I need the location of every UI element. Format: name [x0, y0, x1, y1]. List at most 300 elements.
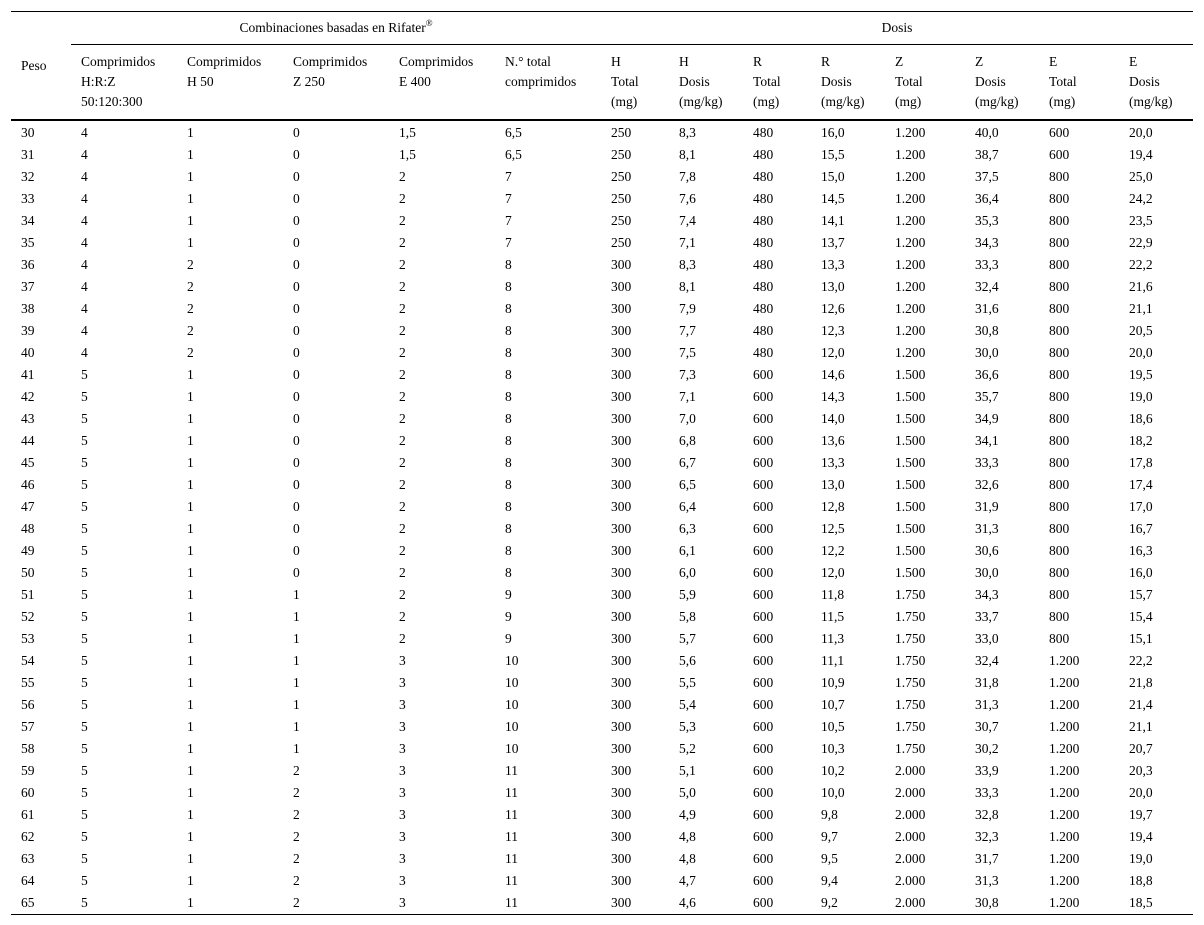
cell-peso: 51 — [21, 587, 35, 602]
table-cell: 12,2 — [821, 543, 845, 558]
table-cell: 2 — [399, 389, 406, 404]
column-header-line: Dosis — [1129, 74, 1160, 89]
table-cell: 7 — [505, 213, 512, 228]
table-cell: 600 — [753, 565, 774, 580]
table-cell: 1.750 — [895, 675, 926, 690]
table-cell: 4,8 — [679, 829, 696, 844]
table-cell: 1,5 — [399, 147, 416, 162]
table-cell: 5 — [81, 895, 88, 910]
table-cell: 4 — [81, 301, 88, 316]
table-row — [11, 760, 1193, 782]
column-header-line: 50:120:300 — [81, 94, 143, 109]
column-header — [495, 45, 601, 121]
table-cell: 800 — [1049, 411, 1070, 426]
table-cell: 600 — [753, 389, 774, 404]
column-header-line: (mg) — [895, 94, 922, 109]
cell-peso: 45 — [21, 455, 35, 470]
table-cell: 5 — [81, 389, 88, 404]
table-cell: 1 — [187, 587, 194, 602]
table-row — [11, 738, 1193, 760]
table-cell: 0 — [293, 191, 300, 206]
table-cell: 1 — [187, 609, 194, 624]
table-cell: 3 — [399, 675, 406, 690]
column-header — [1039, 45, 1119, 121]
table-cell: 5 — [81, 565, 88, 580]
table-cell: 20,0 — [1129, 345, 1153, 360]
table-cell: 1 — [187, 367, 194, 382]
table-cell: 300 — [611, 455, 632, 470]
table-cell: 6,1 — [679, 543, 696, 558]
table-cell: 7 — [505, 169, 512, 184]
table-cell: 2 — [293, 851, 300, 866]
table-cell: 480 — [753, 279, 774, 294]
table-cell: 800 — [1049, 323, 1070, 338]
table-cell: 13,0 — [821, 477, 845, 492]
table-cell: 1.500 — [895, 389, 926, 404]
table-cell: 19,5 — [1129, 367, 1153, 382]
cell-peso: 53 — [21, 631, 35, 646]
cell-peso: 63 — [21, 851, 35, 866]
table-cell: 8 — [505, 345, 512, 360]
table-cell: 1 — [187, 125, 194, 140]
table-cell: 1 — [187, 631, 194, 646]
table-cell: 3 — [399, 873, 406, 888]
table-cell: 12,8 — [821, 499, 845, 514]
cell-peso: 39 — [21, 323, 35, 338]
table-cell: 480 — [753, 257, 774, 272]
table-cell: 0 — [293, 235, 300, 250]
table-cell: 3 — [399, 763, 406, 778]
table-cell: 1 — [293, 719, 300, 734]
table-cell: 600 — [753, 653, 774, 668]
table-cell: 2 — [293, 763, 300, 778]
column-header — [601, 45, 669, 121]
table-cell: 13,3 — [821, 257, 845, 272]
table-row — [11, 386, 1193, 408]
table-cell: 1 — [293, 653, 300, 668]
table-cell: 22,2 — [1129, 653, 1153, 668]
table-cell: 8 — [505, 477, 512, 492]
table-cell: 5,0 — [679, 785, 696, 800]
table-cell: 11 — [505, 829, 518, 844]
table-cell: 300 — [611, 543, 632, 558]
table-cell: 2.000 — [895, 785, 926, 800]
table-cell: 8 — [505, 521, 512, 536]
table-row — [11, 826, 1193, 848]
table-cell: 6,5 — [505, 125, 522, 140]
table-cell: 38,7 — [975, 147, 999, 162]
table-cell: 5 — [81, 367, 88, 382]
table-cell: 8,1 — [679, 279, 696, 294]
table-cell: 1 — [293, 741, 300, 756]
table-cell: 300 — [611, 807, 632, 822]
table-cell: 5 — [81, 873, 88, 888]
table-cell: 11 — [505, 873, 518, 888]
table-cell: 18,8 — [1129, 873, 1153, 888]
table-cell: 4,8 — [679, 851, 696, 866]
table-cell: 300 — [611, 367, 632, 382]
table-cell: 2 — [399, 543, 406, 558]
table-cell: 1 — [187, 235, 194, 250]
table-cell: 3 — [399, 741, 406, 756]
table-row — [11, 694, 1193, 716]
table-cell: 1 — [187, 675, 194, 690]
column-header-line: Comprimidos — [81, 54, 156, 69]
table-cell: 5,4 — [679, 697, 696, 712]
table-cell: 0 — [293, 499, 300, 514]
table-cell: 600 — [753, 609, 774, 624]
table-cell: 2.000 — [895, 873, 926, 888]
table-cell: 5 — [81, 411, 88, 426]
table-cell: 1 — [187, 895, 194, 910]
cell-peso: 56 — [21, 697, 35, 712]
table-cell: 600 — [753, 521, 774, 536]
table-cell: 16,0 — [1129, 565, 1153, 580]
table-cell: 5,8 — [679, 609, 696, 624]
table-cell: 600 — [753, 763, 774, 778]
table-cell: 13,3 — [821, 455, 845, 470]
table-cell: 600 — [753, 587, 774, 602]
table-cell: 10 — [505, 675, 519, 690]
table-cell: 1 — [187, 477, 194, 492]
table-cell: 2.000 — [895, 895, 926, 910]
table-cell: 0 — [293, 477, 300, 492]
table-cell: 800 — [1049, 213, 1070, 228]
table-cell: 1.500 — [895, 411, 926, 426]
table-row — [11, 144, 1193, 166]
table-cell: 13,0 — [821, 279, 845, 294]
table-cell: 1.500 — [895, 521, 926, 536]
table-cell: 800 — [1049, 477, 1070, 492]
table-cell: 16,3 — [1129, 543, 1153, 558]
table-cell: 250 — [611, 125, 632, 140]
cell-peso: 33 — [21, 191, 35, 206]
table-cell: 800 — [1049, 301, 1070, 316]
table-cell: 600 — [753, 895, 774, 910]
table-cell: 5 — [81, 521, 88, 536]
table-cell: 600 — [753, 851, 774, 866]
table-cell: 0 — [293, 279, 300, 294]
table-cell: 2 — [187, 301, 194, 316]
table-cell: 2 — [293, 829, 300, 844]
table-cell: 2 — [399, 323, 406, 338]
table-cell: 1.200 — [1049, 895, 1080, 910]
table-cell: 2 — [187, 345, 194, 360]
group-header-dosis: Dosis — [601, 12, 1193, 45]
table-cell: 32,4 — [975, 653, 999, 668]
table-cell: 0 — [293, 521, 300, 536]
table-cell: 1.750 — [895, 697, 926, 712]
table-cell: 2 — [399, 433, 406, 448]
table-cell: 22,9 — [1129, 235, 1153, 250]
table-cell: 5 — [81, 543, 88, 558]
column-header-line: H:R:Z — [81, 74, 116, 89]
table-cell: 9,5 — [821, 851, 838, 866]
cell-peso: 61 — [21, 807, 35, 822]
table-cell: 37,5 — [975, 169, 999, 184]
column-header-line: (mg/kg) — [975, 94, 1019, 109]
table-cell: 7,4 — [679, 213, 696, 228]
table-cell: 8 — [505, 257, 512, 272]
table-cell: 1 — [187, 697, 194, 712]
table-row — [11, 804, 1193, 826]
table-cell: 1 — [187, 829, 194, 844]
cell-peso: 36 — [21, 257, 35, 272]
table-cell: 20,0 — [1129, 785, 1153, 800]
table-cell: 3 — [399, 653, 406, 668]
column-header-line: H 50 — [187, 74, 214, 89]
table-cell: 20,3 — [1129, 763, 1153, 778]
table-cell: 5 — [81, 851, 88, 866]
table-cell: 1.750 — [895, 609, 926, 624]
table-row — [11, 430, 1193, 452]
table-cell: 1.200 — [895, 213, 926, 228]
table-cell: 4 — [81, 257, 88, 272]
cell-peso: 44 — [21, 433, 35, 448]
table-cell: 600 — [753, 367, 774, 382]
table-cell: 3 — [399, 829, 406, 844]
table-cell: 3 — [399, 895, 406, 910]
table-cell: 2 — [399, 631, 406, 646]
table-cell: 1.500 — [895, 565, 926, 580]
table-cell: 1 — [187, 191, 194, 206]
table-cell: 15,0 — [821, 169, 845, 184]
table-cell: 4,6 — [679, 895, 696, 910]
table-cell: 7,3 — [679, 367, 696, 382]
cell-peso: 54 — [21, 653, 35, 668]
table-cell: 250 — [611, 213, 632, 228]
table-cell: 31,3 — [975, 873, 999, 888]
column-header — [743, 45, 811, 121]
table-cell: 32,4 — [975, 279, 999, 294]
table-cell: 0 — [293, 565, 300, 580]
table-cell: 8 — [505, 455, 512, 470]
table-cell: 19,7 — [1129, 807, 1153, 822]
table-cell: 1.200 — [1049, 719, 1080, 734]
table-cell: 40,0 — [975, 125, 999, 140]
table-cell: 4 — [81, 323, 88, 338]
table-cell: 0 — [293, 411, 300, 426]
table-cell: 2 — [399, 279, 406, 294]
table-cell: 4 — [81, 169, 88, 184]
table-cell: 33,7 — [975, 609, 999, 624]
table-cell: 15,4 — [1129, 609, 1153, 624]
table-cell: 30,8 — [975, 895, 999, 910]
table-cell: 1.200 — [1049, 763, 1080, 778]
table-cell: 1 — [187, 653, 194, 668]
table-cell: 1.200 — [1049, 873, 1080, 888]
table-cell: 300 — [611, 433, 632, 448]
column-header-row — [11, 45, 1193, 121]
table-cell: 30,8 — [975, 323, 999, 338]
table-cell: 1 — [293, 697, 300, 712]
table-cell: 11 — [505, 785, 518, 800]
table-cell: 1 — [187, 785, 194, 800]
table-cell: 600 — [753, 543, 774, 558]
column-header-line: (mg) — [753, 94, 780, 109]
column-header — [177, 45, 283, 121]
column-header-peso: Peso — [21, 57, 47, 73]
table-row — [11, 254, 1193, 276]
table-cell: 6,5 — [505, 147, 522, 162]
table-cell: 10,3 — [821, 741, 845, 756]
table-cell: 480 — [753, 301, 774, 316]
table-cell: 5 — [81, 609, 88, 624]
table-cell: 250 — [611, 147, 632, 162]
table-cell: 15,5 — [821, 147, 845, 162]
table-cell: 16,0 — [821, 125, 845, 140]
table-row — [11, 166, 1193, 188]
table-cell: 2.000 — [895, 851, 926, 866]
table-cell: 12,0 — [821, 565, 845, 580]
table-cell: 300 — [611, 785, 632, 800]
table-cell: 0 — [293, 147, 300, 162]
table-cell: 1 — [187, 169, 194, 184]
table-cell: 32,3 — [975, 829, 999, 844]
table-cell: 31,8 — [975, 675, 999, 690]
table-cell: 18,6 — [1129, 411, 1153, 426]
table-cell: 25,0 — [1129, 169, 1153, 184]
table-cell: 10,7 — [821, 697, 845, 712]
column-header-line: H — [679, 54, 689, 69]
table-cell: 5 — [81, 829, 88, 844]
table-cell: 600 — [753, 455, 774, 470]
table-cell: 7,1 — [679, 235, 696, 250]
registered-mark: ® — [425, 18, 433, 28]
table-row — [11, 496, 1193, 518]
table-cell: 36,6 — [975, 367, 999, 382]
table-cell: 1 — [187, 543, 194, 558]
table-cell: 300 — [611, 411, 632, 426]
table-cell: 18,5 — [1129, 895, 1153, 910]
table-cell: 300 — [611, 675, 632, 690]
table-cell: 5 — [81, 455, 88, 470]
column-header-line: E — [1129, 54, 1138, 69]
table-cell: 600 — [753, 675, 774, 690]
table-cell: 4,9 — [679, 807, 696, 822]
table-cell: 19,0 — [1129, 851, 1153, 866]
table-cell: 3 — [399, 719, 406, 734]
table-cell: 2 — [399, 477, 406, 492]
column-header — [669, 45, 743, 121]
table-cell: 2 — [399, 191, 406, 206]
table-cell: 20,0 — [1129, 125, 1153, 140]
table-cell: 1.500 — [895, 433, 926, 448]
table-cell: 5,3 — [679, 719, 696, 734]
table-cell: 1.200 — [1049, 785, 1080, 800]
column-header-line: Dosis — [975, 74, 1006, 89]
table-row — [11, 188, 1193, 210]
table-cell: 31,3 — [975, 521, 999, 536]
table-cell: 0 — [293, 169, 300, 184]
table-cell: 7,8 — [679, 169, 696, 184]
table-cell: 7,1 — [679, 389, 696, 404]
table-cell: 800 — [1049, 235, 1070, 250]
table-cell: 1 — [187, 807, 194, 822]
column-header-line: Total — [1049, 74, 1077, 89]
table-cell: 1 — [187, 565, 194, 580]
table-cell: 10,0 — [821, 785, 845, 800]
table-cell: 1.200 — [1049, 829, 1080, 844]
table-cell: 800 — [1049, 565, 1070, 580]
table-row — [11, 232, 1193, 254]
table-cell: 600 — [753, 873, 774, 888]
table-cell: 1 — [187, 213, 194, 228]
table-cell: 8 — [505, 565, 512, 580]
dosing-table — [11, 11, 1193, 915]
table-cell: 32,8 — [975, 807, 999, 822]
table-cell: 11 — [505, 895, 518, 910]
cell-peso: 30 — [21, 125, 35, 140]
table-header — [11, 12, 1193, 121]
table-cell: 20,7 — [1129, 741, 1153, 756]
table-cell: 5 — [81, 653, 88, 668]
table-cell: 1.200 — [1049, 653, 1080, 668]
table-cell: 1.200 — [1049, 697, 1080, 712]
table-cell: 11,1 — [821, 653, 845, 668]
column-header-line: Total — [611, 74, 639, 89]
table-cell: 10 — [505, 719, 519, 734]
column-header-line: Dosis — [679, 74, 710, 89]
cell-peso: 35 — [21, 235, 35, 250]
table-cell: 6,3 — [679, 521, 696, 536]
cell-peso: 59 — [21, 763, 35, 778]
table-row — [11, 584, 1193, 606]
table-cell: 1.750 — [895, 719, 926, 734]
table-cell: 480 — [753, 191, 774, 206]
table-cell: 12,6 — [821, 301, 845, 316]
group-header-combinaciones-label: Combinaciones basadas en Rifater — [239, 20, 426, 35]
table-cell: 34,3 — [975, 587, 999, 602]
table-cell: 0 — [293, 257, 300, 272]
table-cell: 8 — [505, 323, 512, 338]
table-cell: 6,8 — [679, 433, 696, 448]
table-cell: 300 — [611, 851, 632, 866]
column-header-line: (mg) — [611, 94, 638, 109]
table-cell: 19,4 — [1129, 829, 1153, 844]
table-cell: 30,6 — [975, 543, 999, 558]
table-cell: 300 — [611, 499, 632, 514]
table-cell: 250 — [611, 191, 632, 206]
table-row — [11, 276, 1193, 298]
column-header-line: (mg) — [1049, 94, 1076, 109]
table-cell: 3 — [399, 785, 406, 800]
table-cell: 31,3 — [975, 697, 999, 712]
table-cell: 2.000 — [895, 829, 926, 844]
column-header-line: Dosis — [821, 74, 852, 89]
cell-peso: 48 — [21, 521, 35, 536]
table-cell: 35,7 — [975, 389, 999, 404]
table-cell: 11 — [505, 807, 518, 822]
table-cell: 0 — [293, 301, 300, 316]
table-cell: 0 — [293, 389, 300, 404]
cell-peso: 52 — [21, 609, 35, 624]
table-cell: 7,7 — [679, 323, 696, 338]
table-cell: 0 — [293, 323, 300, 338]
table-cell: 19,4 — [1129, 147, 1153, 162]
table-cell: 4 — [81, 345, 88, 360]
table-cell: 600 — [753, 411, 774, 426]
column-header-line: (mg/kg) — [1129, 94, 1173, 109]
cell-peso: 31 — [21, 147, 35, 162]
cell-peso: 49 — [21, 543, 35, 558]
table-cell: 300 — [611, 719, 632, 734]
table-cell: 800 — [1049, 455, 1070, 470]
table-cell: 1 — [187, 411, 194, 426]
table-cell: 1 — [187, 719, 194, 734]
table-cell: 5 — [81, 631, 88, 646]
table-cell: 10 — [505, 653, 519, 668]
